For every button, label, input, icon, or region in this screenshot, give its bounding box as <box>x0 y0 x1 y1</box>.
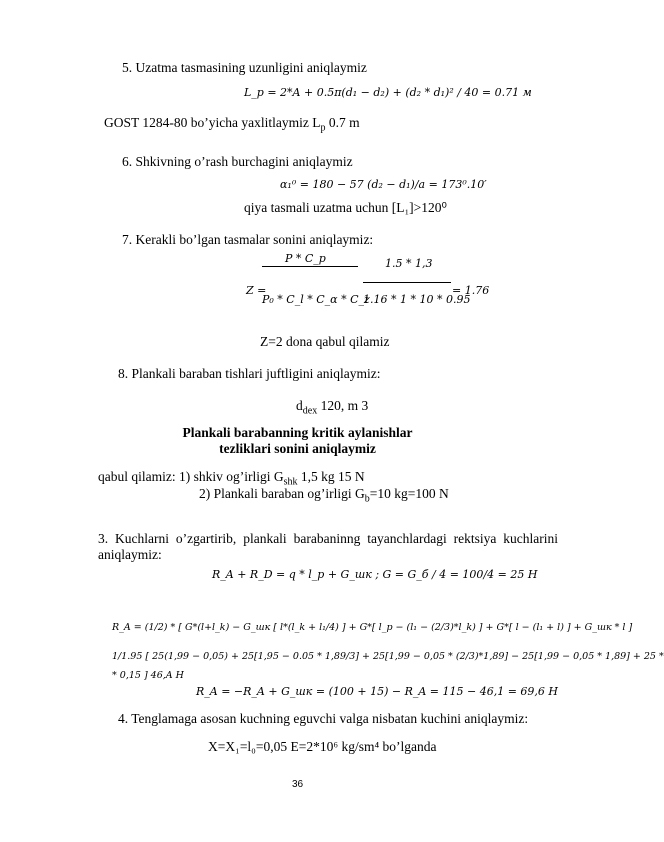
belt-angle-note: qiya tasmali uzatma uchun [L₁]>120⁰ <box>244 200 447 215</box>
gost-text: GOST 1284-80 bo’yicha yaxlitlaymiz L <box>104 115 321 130</box>
accept-label: qabul qilamiz: <box>98 469 176 484</box>
section-7-heading: 7. Kerakli bo’lgan tasmalar sonini aniqlaymiz: <box>122 232 374 247</box>
d-subscript: dex <box>302 405 318 417</box>
z-accept-line: Z=2 dona qabul qilamiz <box>260 334 390 349</box>
accept-item-2-sub: b <box>364 493 370 505</box>
belt-length-formula: L_p = 2*A + 0.5π(d₁ − d₂) + (d₂ * d₁)² / 40 = 0.71 м <box>244 86 532 99</box>
accept-item-2-line <box>199 486 449 505</box>
critical-speed-title-line2: tezliklari sonini aniqlaymiz <box>219 441 376 456</box>
z-formula-numerator: P * C_p <box>285 252 326 265</box>
z-formula-lhs: Z = <box>246 284 267 297</box>
gost-value: 0.7 m <box>325 115 360 130</box>
ra-formula-line-4: R_A = −R_A + G_шк = (100 + 15) − R_A = 115 − 46,1 = 69,6 H <box>196 685 558 698</box>
ra-formula-line-1: R_A = (1/2) * [ G*(l+l_k) − G_шк [ l*(l_k + l₁/4) ] + G*[ l_p − (l₁ − (2/3)*l_k) ] + G*[ l − (l₁ + l) ] + G_шк * l ] <box>112 622 633 633</box>
d-dex-line <box>296 398 368 417</box>
accept-item-1-sub: shk <box>283 476 298 488</box>
d-values: 120, m 3 <box>317 398 369 413</box>
accept-item-1: 1) shkiv og’irligi G <box>178 469 284 484</box>
section-5-heading: 5. Uzatma tasmasining uzunligini aniqlaymiz <box>122 60 367 75</box>
z-formula-denominator: P₀ * C_l * C_α * C_z <box>262 293 370 306</box>
z-values-fraction-bar <box>363 282 451 283</box>
z-numerator-values: 1.5 * 1,3 <box>385 257 433 270</box>
x-e-values-line: X=X₁=l₀=0,05 E=2*10⁶ kg/sm⁴ bo’lganda <box>208 739 437 754</box>
ra-formula-line-2: 1/1.95 [ 25(1,99 − 0,05) + 25[1,95 − 0.05 * 1,89/3] + 25[1,99 − 0,05 * (2/3)*1,89] − 25[1,99 − 0,05 * 1,89] + 25 * <box>112 651 664 662</box>
gost-rounding-line <box>104 115 360 134</box>
gost-sub: p <box>320 122 326 134</box>
reaction-sum-formula: R_A + R_D = q * l_p + G_шк ; G = G_б / 4 = 100/4 = 25 H <box>212 568 538 581</box>
section-8-heading: 8. Plankali baraban tishlari juftligini aniqlaymiz: <box>118 366 381 381</box>
section-6-heading: 6. Shkivning o’rash burchagini aniqlaymiz <box>122 154 353 169</box>
section-4-heading: 4. Tenglamaga asosan kuchning eguvchi valga nisbatan kuchini aniqlaymiz: <box>118 711 529 726</box>
z-denominator-values: 1.16 * 1 * 10 * 0.95 <box>363 293 471 306</box>
section-3-paragraph: 3. Kuchlarni o’zgartirib, plankali barabaninng tayanchlardagi rektsiya kuchlarini aniqlaymiz: <box>98 531 558 562</box>
accept-item-2-rest: =10 kg=100 N <box>369 486 449 501</box>
accept-item-1-line <box>98 469 365 488</box>
critical-speed-title-line1: Plankali barabanning kritik aylanishlar <box>182 425 413 440</box>
z-fraction-bar <box>262 266 358 267</box>
z-result: = 1.76 <box>452 284 490 297</box>
accept-item-1-rest: 1,5 kg 15 N <box>297 469 365 484</box>
accept-item-2: 2) Plankali baraban og’irligi G <box>199 486 365 501</box>
wrap-angle-formula: α₁⁰ = 180 − 57 (d₂ − d₁)/a = 173⁰.10′ <box>280 178 487 191</box>
ra-formula-line-3: * 0,15 ] 46,A H <box>112 670 184 681</box>
page-number: 36 <box>291 779 304 790</box>
d-letter: d <box>296 398 303 413</box>
